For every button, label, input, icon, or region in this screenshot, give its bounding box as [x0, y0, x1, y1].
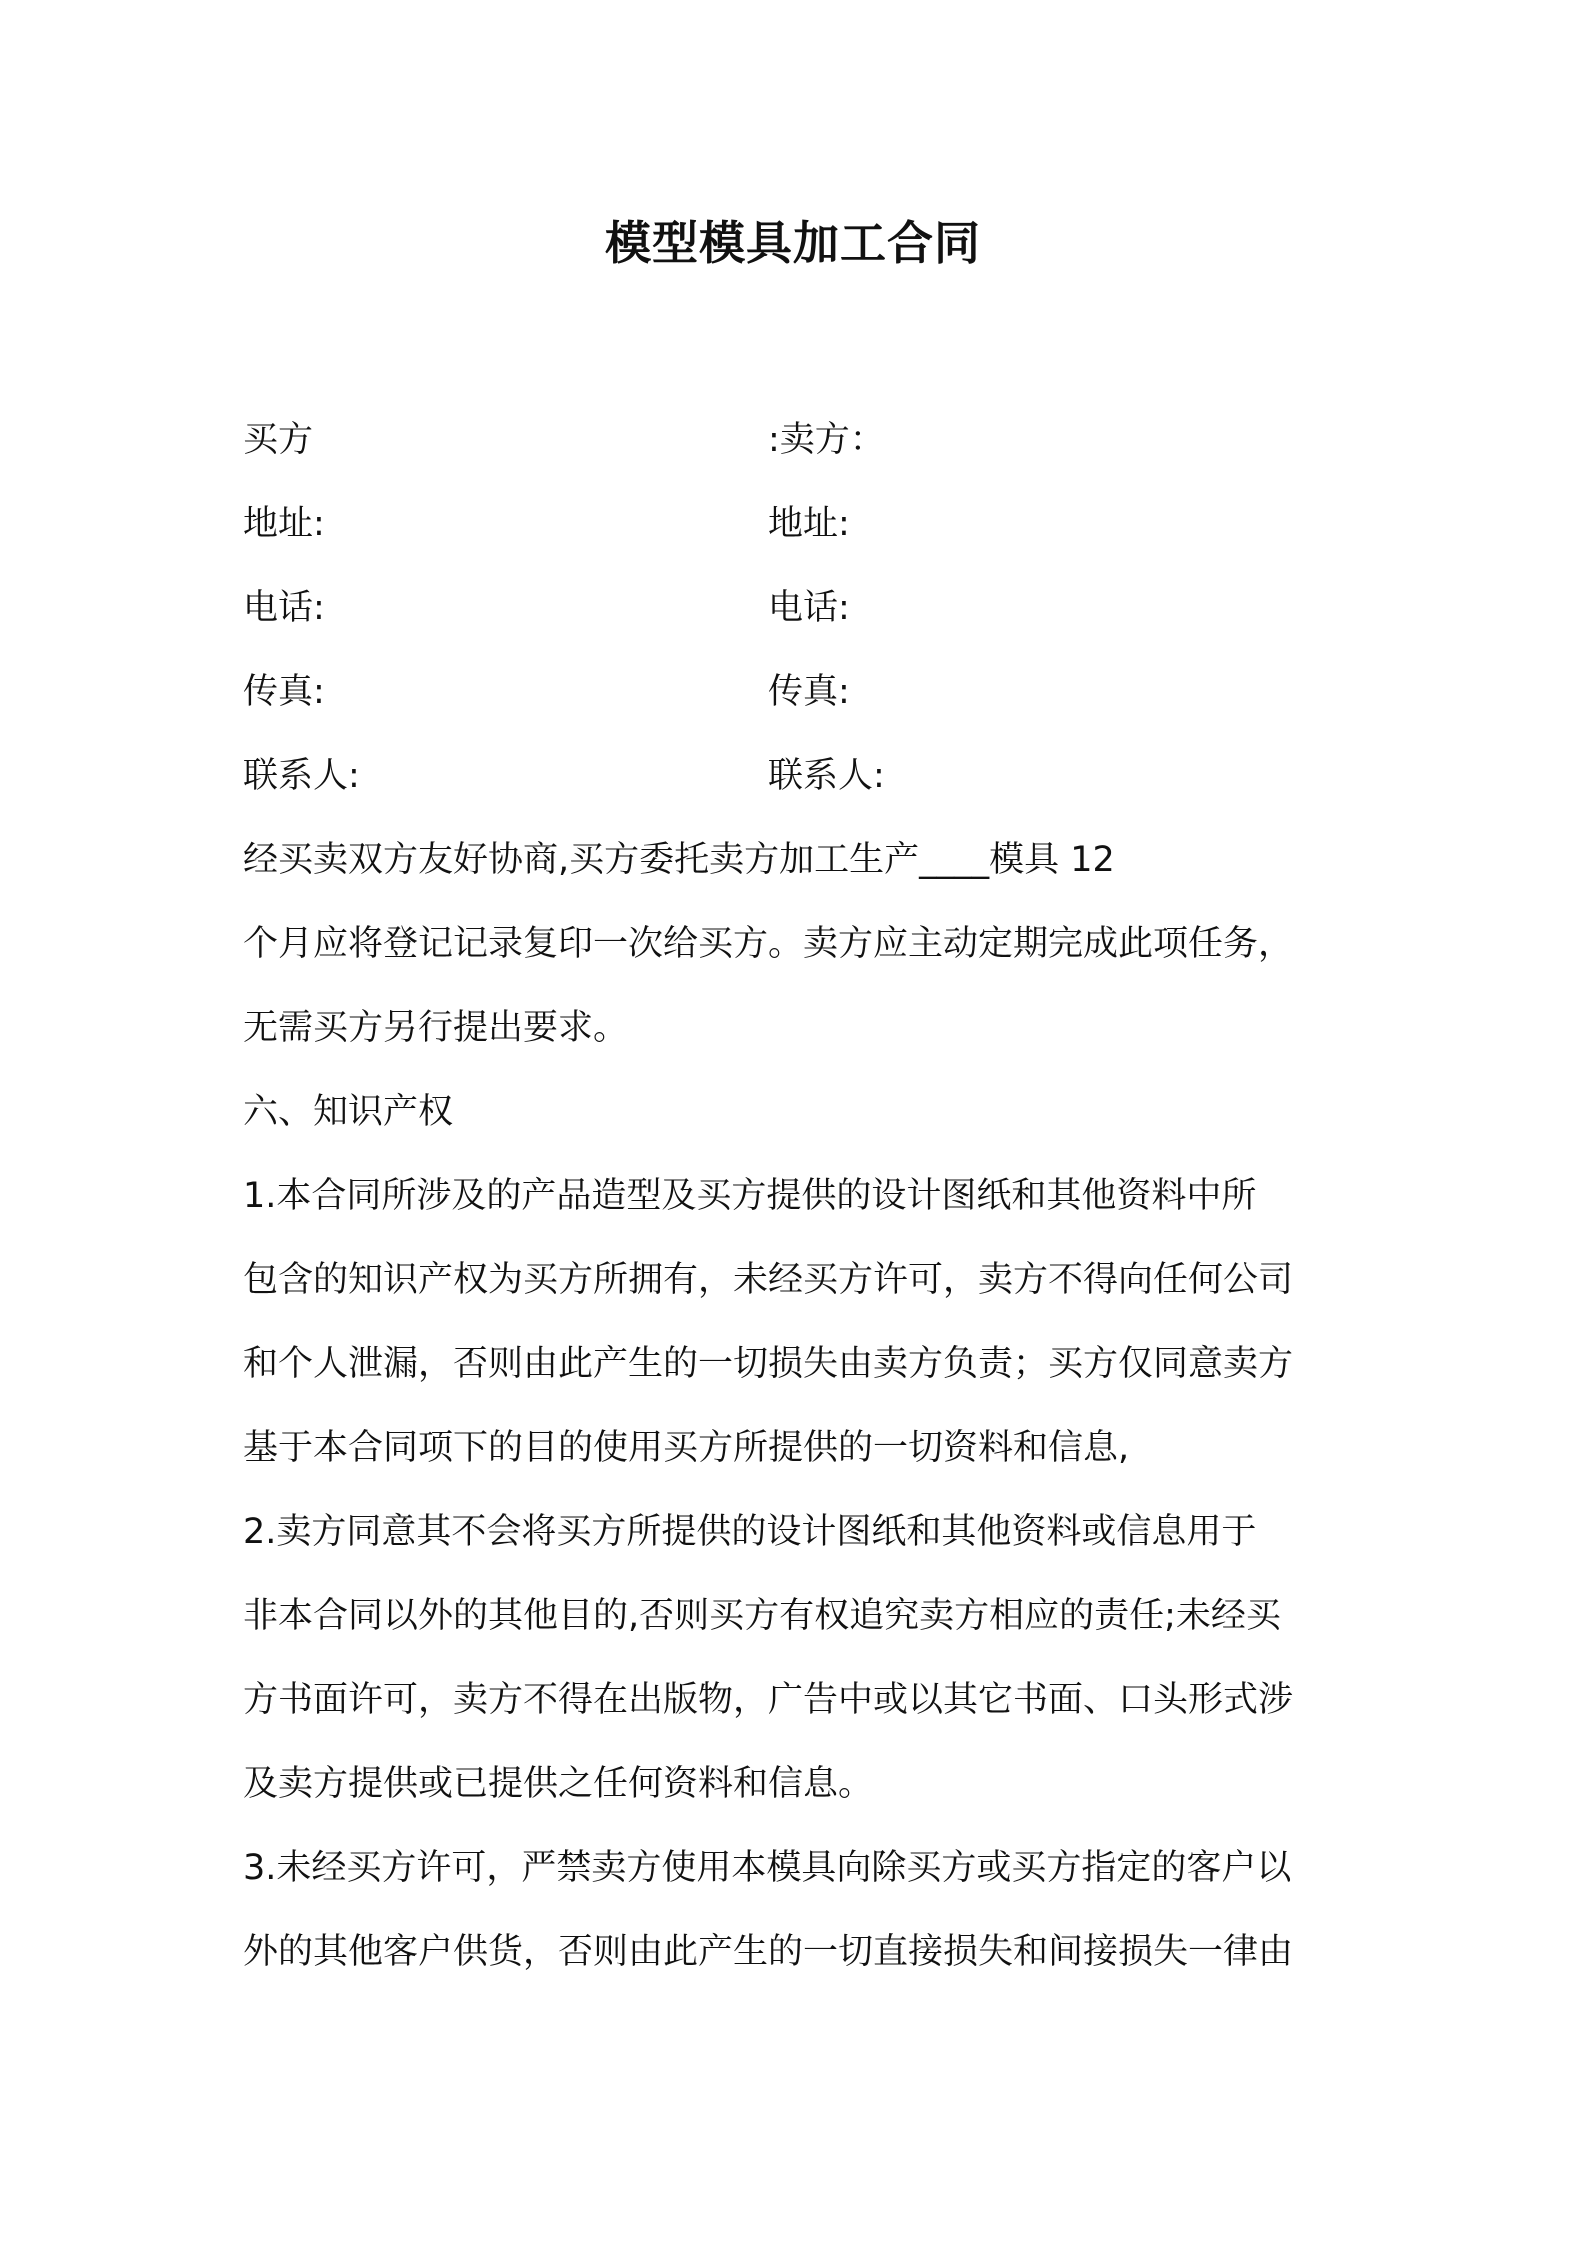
seller-address-label: 地址:: [768, 504, 850, 544]
buyer-phone-label: 电话:: [243, 588, 325, 628]
body-line: 基于本合同项下的目的使用买方所提供的一切资料和信息,: [243, 1428, 1130, 1468]
body-line: 非本合同以外的其他目的,否则买方有权追究卖方相应的责任;未经买: [243, 1596, 1281, 1636]
buyer-address-label: 地址:: [243, 504, 325, 544]
seller-contact-label: 联系人:: [768, 756, 885, 796]
body-line: 2.卖方同意其不会将买方所提供的设计图纸和其他资料或信息用于: [243, 1512, 1257, 1552]
body-line: 经买卖双方友好协商,买方委托卖方加工生产____模具 12: [243, 840, 1115, 880]
body-line: 方书面许可，卖方不得在出版物，广告中或以其它书面、口头形式涉: [243, 1680, 1294, 1720]
body-line: 无需买方另行提出要求。: [243, 1008, 629, 1048]
buyer-fax-label: 传真:: [243, 672, 325, 712]
buyer-contact-label: 联系人:: [243, 756, 360, 796]
party-row-address: [243, 482, 1363, 566]
body-line: 外的其他客户供货，否则由此产生的一切直接损失和间接损失一律由: [243, 1932, 1294, 1972]
seller-fax-label: 传真:: [768, 672, 850, 712]
contract-body: [243, 818, 1363, 1994]
body-line: 及卖方提供或已提供之任何资料和信息。: [243, 1764, 874, 1804]
party-row-phone: [243, 566, 1363, 650]
body-line: 1.本合同所涉及的产品造型及买方提供的设计图纸和其他资料中所: [243, 1176, 1257, 1216]
body-line: 包含的知识产权为买方所拥有，未经买方许可，卖方不得向任何公司: [243, 1260, 1294, 1300]
party-info-grid: [243, 398, 1363, 818]
document-title: 模型模具加工合同: [605, 216, 981, 270]
party-row-fax: [243, 650, 1363, 734]
party-row-name: [243, 398, 1363, 482]
buyer-name-label: 买方: [243, 420, 314, 460]
body-line: 3.未经买方许可，严禁卖方使用本模具向除买方或买方指定的客户以: [243, 1848, 1292, 1888]
body-line: 个月应将登记记录复印一次给买方。卖方应主动定期完成此项任务，: [243, 924, 1294, 964]
seller-phone-label: 电话:: [768, 588, 850, 628]
party-row-contact: [243, 734, 1363, 818]
section-heading-ip: 六、知识产权: [243, 1092, 454, 1132]
seller-name-label: :卖方：: [768, 420, 885, 460]
body-line: 和个人泄漏，否则由此产生的一切损失由卖方负责；买方仅同意卖方: [243, 1344, 1294, 1384]
